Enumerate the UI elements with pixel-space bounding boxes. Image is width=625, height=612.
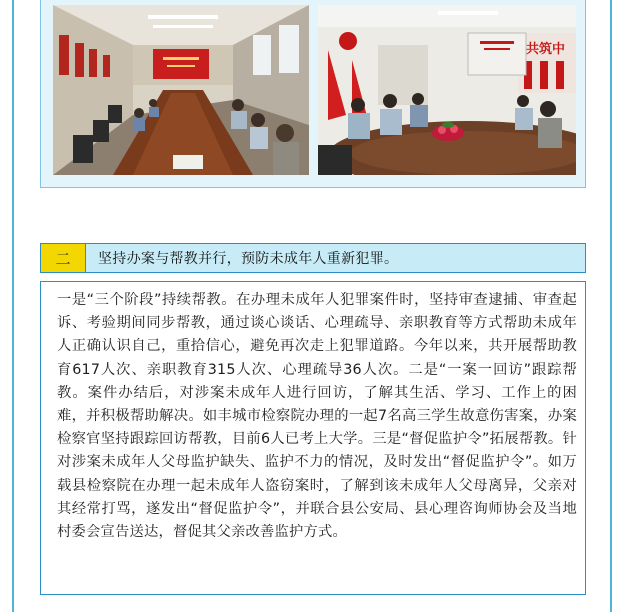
section-title: 坚持办案与帮教并行，预防未成年人重新犯罪。 xyxy=(98,251,399,267)
body-text-box xyxy=(40,281,586,595)
section-header xyxy=(40,243,586,273)
wall-banner-text: 共筑中 xyxy=(526,42,566,57)
meeting-room-photo-left xyxy=(53,5,309,175)
body-paragraph: 一是“三个阶段”持续帮教。在办理未成年人犯罪案件时，坚持审查逮捕、审查起诉、考验期间同步帮教，通过谈心谈话、心理疏导、亲职教育等方式帮助未成年人正确认识自己，重拾信心，避免再次走上犯罪道路。今年以来，共开展帮助教育617人次、亲职教育315人次、心理疏导36人次。二是“一案一回访”跟踪帮教。案件办结后，对涉案未成年人进行回访，了解其生活、学习、工作上的困难，并积极帮助解决。如丰城市检察院办理的一起7名高三学生故意伤害案，办案检察官坚持跟踪回访帮教，目前6人已考上大学。三是“督促监护令”拓展帮教。针对涉案未成年人父母监护缺失、监护不力的情况，及时发出“督促监护令”。如万载县检察院在办理一起未成年人盗窃案时，了解到该未成年人父母离异，父亲对其经常打骂，遂发出“督促监护令”，并联合县公安局、县心理咨询师协会及当地村委会宣告送达，督促其父亲改善监护方式。 xyxy=(57,292,577,541)
photo-panel xyxy=(40,0,586,188)
page-frame-left-line xyxy=(12,0,14,612)
meeting-room-photo-right xyxy=(318,5,576,175)
section-number-badge: 二 xyxy=(41,244,86,272)
page-frame-right-line xyxy=(610,0,612,612)
